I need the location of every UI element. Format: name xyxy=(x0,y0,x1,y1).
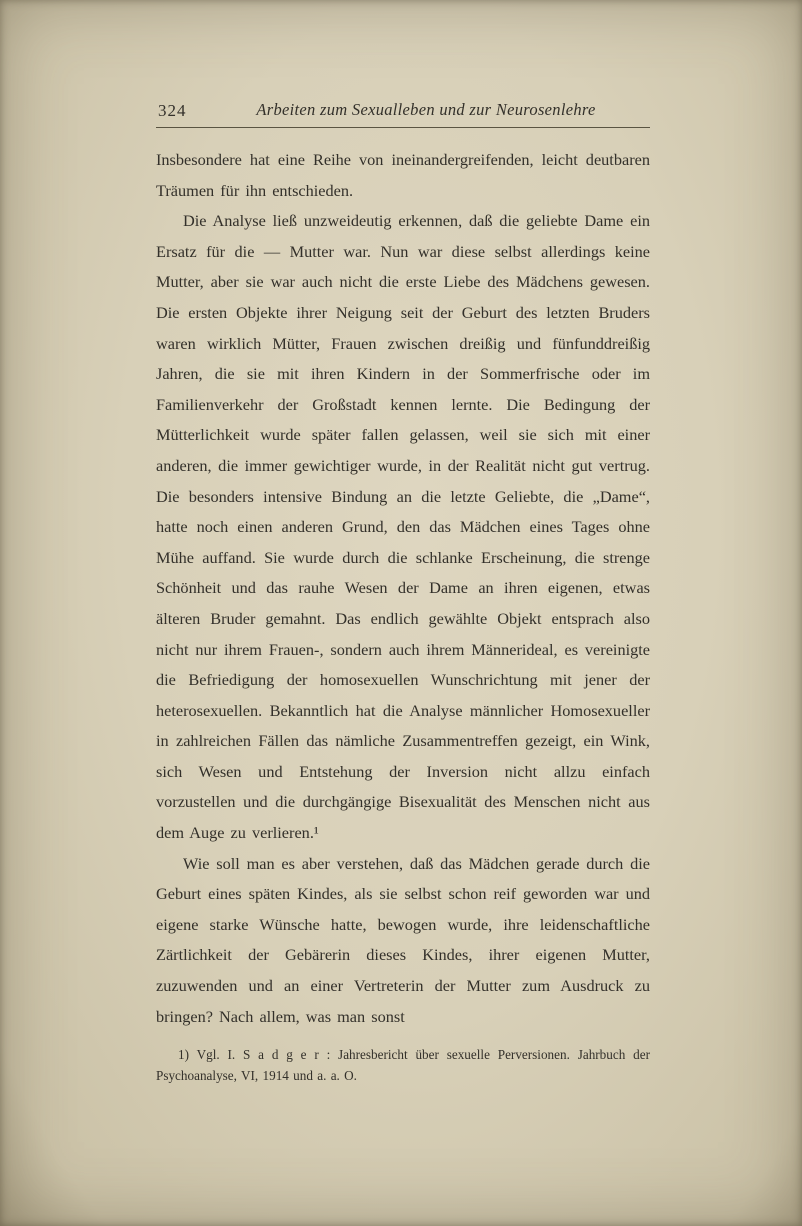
paragraph: Insbesondere hat eine Reihe von ineinandergreifenden, leicht deutbaren Träumen für ihn entschieden. xyxy=(156,150,650,200)
page-content xyxy=(156,100,650,1086)
page-header xyxy=(156,100,650,124)
paragraph: Wie soll man es aber verstehen, daß das Mädchen gerade durch die Geburt eines späten Kindes, als sie selbst schon reif geworden war und eigene starke Wünsche hatte, bewogen wurde, ihre leidenschaftliche Zärtlichkeit der Gebärerin dieses Kindes, ihrer eigenen Mutter, zuzuwenden und an einer Vertreterin der Mutter zum Ausdruck zu bringen? Nach allem, was man sonst xyxy=(156,853,650,1026)
running-header: Arbeiten zum Sexualleben und zur Neurosenlehre xyxy=(256,100,596,119)
header-rule xyxy=(156,127,650,128)
page-body xyxy=(156,145,650,1032)
footnote: 1) Vgl. I. S a d g e r : Jahresbericht über sexuelle Perversionen. Jahrbuch der Psychoanalyse, VI, 1914 und a. a. O. xyxy=(156,1047,650,1083)
paragraph: Die Analyse ließ unzweideutig erkennen, daß die geliebte Dame ein Ersatz für die — Mutter war. Nun war diese selbst allerdings keine Mutter, aber sie war auch nicht die erste Liebe des Mädchens gewesen. Die ersten Objekte ihrer Neigung seit der Geburt des letzten Bruders waren wirklich Mütter, Frauen zwischen dreißig und fünfunddreißig Jahren, die sie mit ihren Kindern in der Sommerfrische oder im Familienverkehr der Großstadt kennen lernte. Die Bedingung der Mütterlichkeit wurde später fallen gelassen, weil sie sich mit einer anderen, die immer gewichtiger wurde, in der Realität nicht gut vertrug. Die besonders intensive Bindung an die letzte Geliebte, die „Dame“, hatte noch einen anderen Grund, den das Mädchen eines Tages ohne Mühe auffand. Sie wurde durch die schlanke Erscheinung, die strenge Schönheit und das rauhe Wesen der Dame an ihren eigenen, etwas älteren Bruder gemahnt. Das endlich gewählte Objekt entsprach also nicht nur ihrem Frauen-, sondern auch ihrem Männerideal, es vereinigte die Befriedigung der homosexuellen Wunschrichtung mit jener der heterosexuellen. Bekanntlich hat die Analyse männlicher Homosexueller in zahlreichen Fällen das nämliche Zusammentreffen gezeigt, ein Wink, sich Wesen und Entstehung der Inversion nicht allzu einfach vorzustellen und die durchgängige Bisexualität des Menschen nicht aus dem Auge zu verlieren.¹ xyxy=(156,211,650,843)
page-number: 324 xyxy=(158,101,187,120)
